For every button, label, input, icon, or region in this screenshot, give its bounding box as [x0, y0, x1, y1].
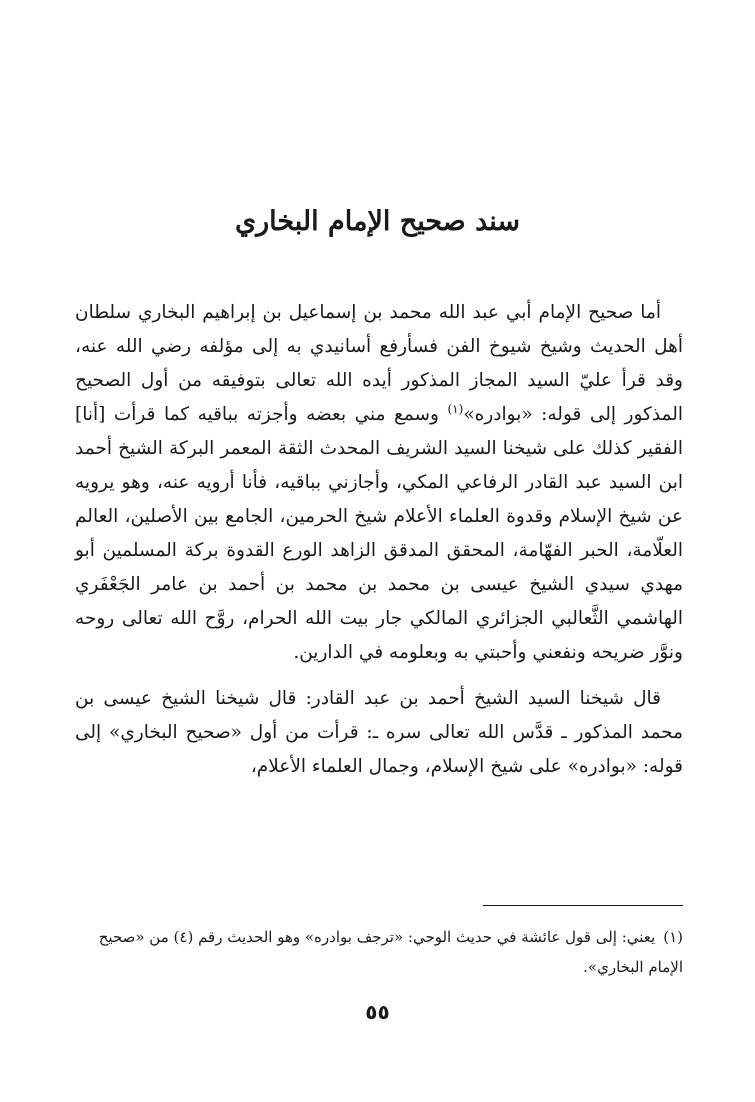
paragraph-1: [75, 296, 683, 670]
paragraph-1-text: أما صحيح الإمام أبي عبد الله محمد بن إسماعيل بن إبراهيم البخاري سلطان أهل الحديث وشيخ شيوخ الفن فسأرفع أسانيدي به إلى مؤلفه رضي الله عنه، وقد قرأ عليّ السيد المجاز المذكور أيده الله تعالى بتوفيقه من أول الصحيح المذكور إلى قوله: «بوادره»: [75, 302, 684, 425]
page-title: سند صحيح الإمام البخاري: [234, 206, 521, 237]
footnote-reference[interactable]: (١): [447, 401, 464, 416]
footnote-number: (١): [663, 928, 683, 946]
footnote-text: يعني: إلى قول عائشة في حديث الوحي: «ترجف بوادره» وهو الحديث رقم (٤) من «صحيح الإمام البخاري».: [98, 928, 683, 976]
main-text: [75, 296, 683, 784]
paragraph-1-continued: وسمع مني بعضه وأجزته بباقيه كما قرأت [أنا] الفقير كذلك على شيخنا السيد الشريف المحدث الثقة المعمر البركة الشيخ أحمد ابن السيد عبد القادر الرفاعي المكي، وأجازني بباقيه، فأنا أرويه عنه، وهو يرويه عن شيخ الإسلام وقدوة العلماء الأعلام شيخ الحرمين، الجامع بين الأصلين، العالم العلّامة، الحبر الفهّامة، المحقق المدقق الزاهد الورع القدوة بركة المسلمين أبو مهدي سيدي الشيخ عيسى بن محمد بن محمد بن أحمد بن عامر الجَعْفَري الهاشمي الثَّعالبي الجزائري المالكي جار بيت الله الحرام، روَّح الله تعالى روحه ونوَّر ضريحه ونفعني وأحبتي به وبعلومه في الدارين.: [75, 404, 683, 663]
footnote-divider: [483, 905, 683, 906]
footnote: [75, 922, 683, 982]
page-number: ٥٥: [365, 1000, 390, 1024]
paragraph-2: قال شيخنا السيد الشيخ أحمد بن عبد القادر: قال شيخنا الشيخ عيسى بن محمد المذكور ـ قدَّس الله تعالى سره ـ: قرأت من أول «صحيح البخاري» إلى قوله: «بوادره» على شيخ الإسلام، وجمال العلماء الأعلام،: [75, 688, 683, 777]
